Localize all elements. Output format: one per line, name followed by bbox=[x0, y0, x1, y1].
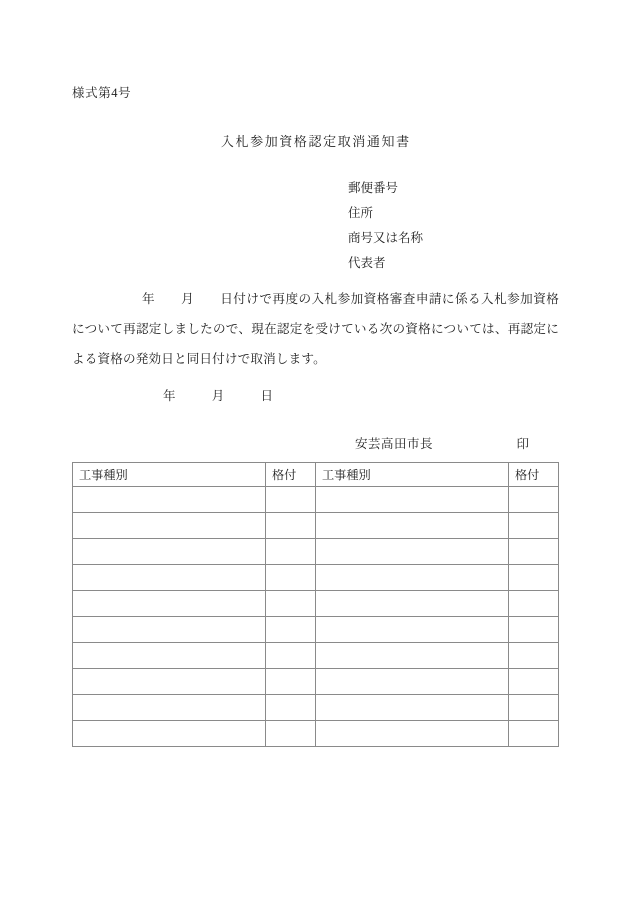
table-row bbox=[73, 643, 559, 669]
cell-work-type-2[interactable] bbox=[316, 669, 509, 695]
cell-work-type-2[interactable] bbox=[316, 643, 509, 669]
cell-work-type-2[interactable] bbox=[316, 695, 509, 721]
cell-rating-1[interactable] bbox=[266, 539, 316, 565]
cell-rating-2[interactable] bbox=[509, 669, 559, 695]
recipient-address-label: 住所 bbox=[348, 206, 374, 220]
table-row bbox=[73, 669, 559, 695]
cell-rating-1[interactable] bbox=[266, 721, 316, 747]
cell-rating-2[interactable] bbox=[509, 643, 559, 669]
cell-work-type-1[interactable] bbox=[73, 617, 266, 643]
table-row bbox=[73, 591, 559, 617]
column-header-work-type-1: 工事種別 bbox=[73, 463, 266, 487]
page-title: 入札参加資格認定取消通知書 bbox=[220, 134, 411, 149]
cell-work-type-1[interactable] bbox=[73, 539, 266, 565]
issue-date-month-label: 月 bbox=[211, 389, 225, 403]
issue-date-day-label: 日 bbox=[260, 389, 274, 403]
form-number: 様式第4号 bbox=[72, 86, 132, 100]
cell-rating-1[interactable] bbox=[266, 513, 316, 539]
cell-rating-1[interactable] bbox=[266, 565, 316, 591]
cell-work-type-1[interactable] bbox=[73, 591, 266, 617]
cell-work-type-1[interactable] bbox=[73, 643, 266, 669]
column-header-rating-2: 格付 bbox=[509, 463, 559, 487]
cell-rating-2[interactable] bbox=[509, 565, 559, 591]
qualification-table bbox=[72, 462, 559, 747]
cell-rating-1[interactable] bbox=[266, 643, 316, 669]
column-header-rating-1: 格付 bbox=[266, 463, 316, 487]
cell-work-type-2[interactable] bbox=[316, 721, 509, 747]
cell-work-type-2[interactable] bbox=[316, 617, 509, 643]
table-row bbox=[73, 513, 559, 539]
cell-work-type-1[interactable] bbox=[73, 487, 266, 513]
cell-rating-2[interactable] bbox=[509, 695, 559, 721]
cell-rating-2[interactable] bbox=[509, 513, 559, 539]
table-row bbox=[73, 721, 559, 747]
cell-work-type-1[interactable] bbox=[73, 695, 266, 721]
cell-rating-2[interactable] bbox=[509, 591, 559, 617]
table-row bbox=[73, 695, 559, 721]
cell-rating-1[interactable] bbox=[266, 695, 316, 721]
cell-work-type-2[interactable] bbox=[316, 513, 509, 539]
cell-rating-2[interactable] bbox=[509, 721, 559, 747]
cell-work-type-2[interactable] bbox=[316, 565, 509, 591]
issue-date-year-label: 年 bbox=[163, 389, 176, 403]
cell-rating-2[interactable] bbox=[509, 487, 559, 513]
cell-work-type-2[interactable] bbox=[316, 591, 509, 617]
table-row bbox=[73, 539, 559, 565]
table-row bbox=[73, 487, 559, 513]
signer-row bbox=[355, 434, 559, 452]
cell-work-type-2[interactable] bbox=[316, 487, 509, 513]
recipient-postal-code-label: 郵便番号 bbox=[348, 181, 399, 195]
cell-rating-1[interactable] bbox=[266, 617, 316, 643]
issue-date-line bbox=[163, 386, 273, 404]
table-row bbox=[73, 565, 559, 591]
cell-rating-2[interactable] bbox=[509, 617, 559, 643]
cell-work-type-1[interactable] bbox=[73, 565, 266, 591]
table-body bbox=[73, 487, 559, 747]
column-header-work-type-2: 工事種別 bbox=[316, 463, 509, 487]
body-paragraph: 年 月 日付けで再度の入札参加資格審査申請に係る入札参加資格について再認定しましたので、現在認定を受けている次の資格については、再認定による資格の発効日と同日付けで取消します。 bbox=[72, 292, 559, 366]
cell-rating-1[interactable] bbox=[266, 669, 316, 695]
cell-rating-1[interactable] bbox=[266, 591, 316, 617]
recipient-block bbox=[348, 176, 458, 276]
cell-rating-2[interactable] bbox=[509, 539, 559, 565]
signer-name: 安芸高田市長 bbox=[355, 437, 434, 451]
cell-work-type-1[interactable] bbox=[73, 513, 266, 539]
recipient-company-name-label: 商号又は名称 bbox=[348, 231, 424, 245]
table-header-row bbox=[73, 463, 559, 487]
cell-work-type-1[interactable] bbox=[73, 721, 266, 747]
table-row bbox=[73, 617, 559, 643]
cell-rating-1[interactable] bbox=[266, 487, 316, 513]
cell-work-type-1[interactable] bbox=[73, 669, 266, 695]
cell-work-type-2[interactable] bbox=[316, 539, 509, 565]
seal-icon: 印 bbox=[516, 437, 529, 451]
recipient-representative-label: 代表者 bbox=[348, 256, 386, 270]
